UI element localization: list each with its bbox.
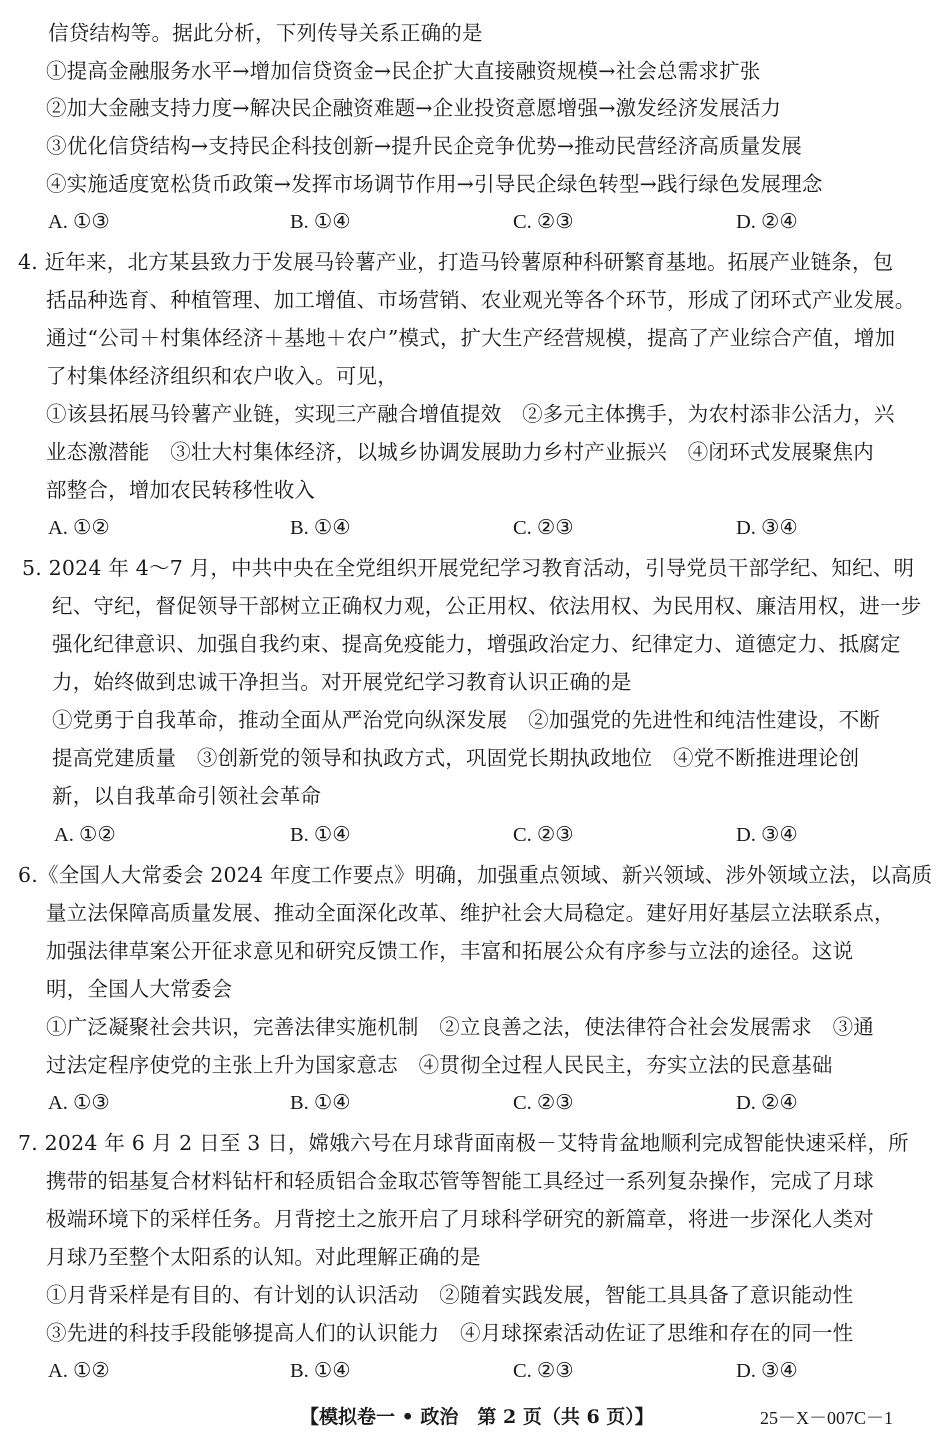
- q6-line-5: ①广泛凝聚社会共识，完善法律实施机制 ②立良善之法，使法律符合社会发展需求 ③通: [46, 1015, 874, 1039]
- q5-line-4: 力，始终做到忠诚干净担当。对开展党纪学习教育认识正确的是: [52, 670, 632, 694]
- q5-line-2: 纪、守纪，督促领导干部树立正确权力观，公正用权、依法用权、为民用权、廉洁用权，进一步: [52, 594, 922, 618]
- q7-option-b: B. ①④: [290, 1360, 351, 1382]
- q5-line-6: 提高党建质量 ③创新党的领导和执政方式，巩固党长期执政地位 ④党不断推进理论创: [52, 746, 860, 770]
- footer-exam-code: 25－X－007C－1: [760, 1408, 894, 1428]
- q6-option-c: C. ②③: [513, 1092, 574, 1114]
- q4-line-2: 括品种选育、种植管理、加工增值、市场营销、农业观光等各个环节，形成了闭环式产业发展。: [46, 288, 916, 312]
- q3-option-c: C. ②③: [513, 211, 574, 233]
- q7-option-a: A. ①②: [48, 1360, 110, 1382]
- q5-option-c: C. ②③: [513, 824, 574, 846]
- q5-line-7: 新，以自我革命引领社会革命: [52, 784, 322, 808]
- q3-option-a: A. ①③: [48, 211, 110, 233]
- q4-line-3: 通过“公司＋村集体经济＋基地＋农户”模式，扩大生产经营规模，提高了产业综合产值，增加: [46, 326, 896, 350]
- q5-option-a: A. ①②: [54, 824, 116, 846]
- q6-line-4: 明，全国人大常委会: [46, 977, 233, 1001]
- q4-option-d: D. ③④: [736, 517, 798, 539]
- q7-option-d: D. ③④: [736, 1360, 798, 1382]
- q6-line-6: 过法定程序使党的主张上升为国家意志 ④贯彻全过程人民民主，夯实立法的民意基础: [46, 1053, 833, 1077]
- q6-option-d: D. ②④: [736, 1092, 798, 1114]
- q7-line-4: 月球乃至整个太阳系的认知。对此理解正确的是: [46, 1245, 481, 1269]
- q7-line-1: 7. 2024 年 6 月 2 日至 3 日，嫦娥六号在月球背面南极－艾特肯盆地顺利完成智能快速采样，所: [18, 1131, 909, 1155]
- q7-line-3: 极端环境下的采样任务。月背挖土之旅开启了月球科学研究的新篇章，将进一步深化人类对: [46, 1207, 874, 1231]
- q6-option-a: A. ①③: [48, 1092, 110, 1114]
- q6-line-3: 加强法律草案公开征求意见和研究反馈工作，丰富和拓展公众有序参与立法的途径。这说: [46, 939, 854, 963]
- q6-line-2: 量立法保障高质量发展、推动全面深化改革、维护社会大局稳定。建好用好基层立法联系点，: [46, 901, 895, 925]
- q5-line-5: ①党勇于自我革命，推动全面从严治党向纵深发展 ②加强党的先进性和纯洁性建设，不断: [52, 708, 880, 732]
- q3-option-b: B. ①④: [290, 211, 351, 233]
- q7-line-5: ①月背采样是有目的、有计划的认识活动 ②随着实践发展，智能工具具备了意识能动性: [46, 1283, 854, 1307]
- q5-option-d: D. ③④: [736, 824, 798, 846]
- q4-line-5: ①该县拓展马铃薯产业链，实现三产融合增值提效 ②多元主体携手，为农村添非公活力，兴: [46, 402, 895, 426]
- q4-line-6: 业态激潜能 ③壮大村集体经济，以城乡协调发展助力乡村产业振兴 ④闭环式发展聚焦内: [46, 440, 874, 464]
- q6-line-1: 6.《全国人大常委会 2024 年度工作要点》明确，加强重点领域、新兴领域、涉外领域立法，以高质: [18, 863, 933, 887]
- q5-option-b: B. ①④: [290, 824, 351, 846]
- q3-item-2: ②加大金融支持力度→解决民企融资难题→企业投资意愿增强→激发经济发展活力: [46, 96, 782, 120]
- q3-option-d: D. ②④: [736, 211, 798, 233]
- q3-lead: 信贷结构等。据此分析，下列传导关系正确的是: [48, 21, 483, 45]
- q5-line-3: 强化纪律意识、加强自我约束、提高免疫能力，增强政治定力、纪律定力、道德定力、抵腐定: [52, 632, 901, 656]
- q4-option-a: A. ①②: [48, 517, 110, 539]
- q3-item-3: ③优化信贷结构→支持民企科技创新→提升民企竞争优势→推动民营经济高质量发展: [46, 134, 802, 158]
- q3-item-4: ④实施适度宽松货币政策→发挥市场调节作用→引导民企绿色转型→践行绿色发展理念: [46, 172, 823, 196]
- q6-option-b: B. ①④: [290, 1092, 351, 1114]
- q4-line-7: 部整合，增加农民转移性收入: [46, 478, 316, 502]
- q7-option-c: C. ②③: [513, 1360, 574, 1382]
- q7-line-2: 携带的铝基复合材料钻杆和轻质铝合金取芯管等智能工具经过一系列复杂操作，完成了月球: [46, 1169, 874, 1193]
- q4-line-1: 4. 近年来，北方某县致力于发展马铃薯产业，打造马铃薯原种科研繁育基地。拓展产业链条，包: [18, 250, 894, 274]
- q4-option-b: B. ①④: [290, 517, 351, 539]
- q5-line-1: 5. 2024 年 4～7 月，中共中央在全党组织开展党纪学习教育活动，引导党员干部学纪、知纪、明: [22, 556, 915, 580]
- q3-item-1: ①提高金融服务水平→增加信贷资金→民企扩大直接融资规模→社会总需求扩张: [46, 59, 761, 83]
- q4-line-4: 了村集体经济组织和农户收入。可见，: [46, 364, 398, 388]
- footer-page-info: 【模拟卷一 • 政治 第 2 页（共 6 页）】: [300, 1406, 654, 1428]
- q7-line-6: ③先进的科技手段能够提高人们的认识能力 ④月球探索活动佐证了思维和存在的同一性: [46, 1321, 854, 1345]
- q4-option-c: C. ②③: [513, 517, 574, 539]
